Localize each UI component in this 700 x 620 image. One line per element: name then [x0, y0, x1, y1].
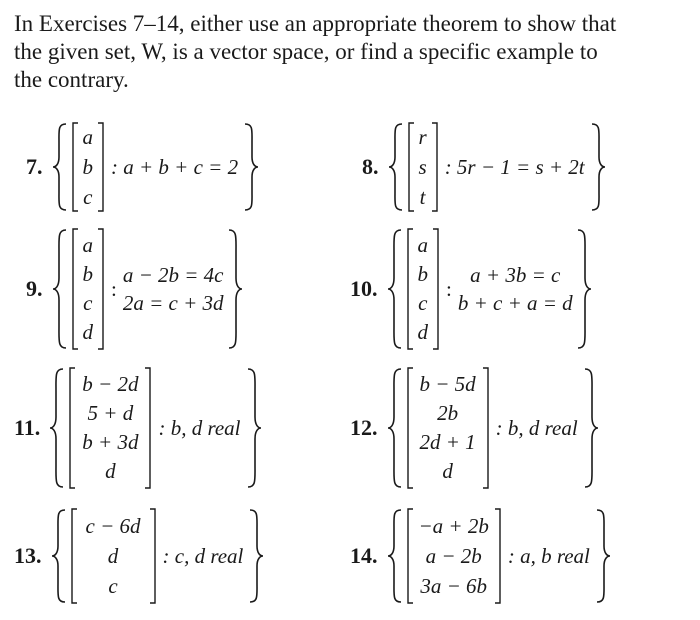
- vector-entry: b − 2d: [82, 372, 139, 396]
- vector-entry: c: [418, 291, 428, 315]
- exercise-number: 13.: [14, 543, 42, 568]
- left-bracket: [68, 367, 76, 489]
- exercise-9: [26, 228, 244, 350]
- vector-entry: d: [107, 543, 119, 568]
- exercise-10: [350, 228, 593, 350]
- vector-entry: d: [82, 320, 93, 344]
- left-bracket: [407, 122, 415, 212]
- left-bracket: [71, 228, 79, 350]
- left-bracket: [70, 508, 78, 604]
- instructions-line-1: In Exercises 7–14, either use an appropriate theorem to show that: [14, 11, 617, 36]
- vector-entry: a: [82, 124, 93, 149]
- right-bracket: [431, 122, 439, 212]
- left-bracket: [406, 508, 414, 604]
- exercise-number: 9.: [26, 276, 43, 301]
- vector-entry: r: [418, 124, 427, 149]
- exercise-12: [350, 367, 600, 489]
- column-vector: [406, 508, 502, 604]
- column-vector: [68, 367, 152, 489]
- vector-entry: 2d + 1: [419, 430, 476, 454]
- right-brace: [242, 122, 260, 212]
- condition-equation: a + 3b = c: [470, 263, 561, 287]
- vector-entry: b + 3d: [82, 430, 139, 454]
- left-brace: [386, 508, 404, 604]
- right-bracket: [97, 228, 105, 350]
- set-conditions: [458, 261, 573, 317]
- left-brace: [387, 122, 405, 212]
- right-brace: [245, 367, 263, 489]
- left-brace: [50, 508, 68, 604]
- vector-entry: c − 6d: [85, 513, 141, 538]
- condition-equation: a − 2b = 4c: [122, 263, 224, 287]
- right-brace: [247, 508, 265, 604]
- vector-entry: −a + 2b: [418, 513, 489, 538]
- left-brace: [51, 228, 69, 350]
- such-that-colon: :: [111, 276, 117, 301]
- left-bracket: [406, 367, 414, 489]
- left-brace: [51, 122, 69, 212]
- vector-entry: a: [82, 233, 93, 257]
- instructions-line-3: the contrary.: [14, 67, 129, 92]
- vector-entry: d: [442, 459, 453, 483]
- vector-entry: a: [417, 233, 428, 257]
- vector-entry: d: [105, 459, 116, 483]
- vector-entry: 3a − 6b: [420, 573, 487, 598]
- column-vector: [406, 367, 490, 489]
- right-brace: [594, 508, 612, 604]
- right-bracket: [494, 508, 502, 604]
- left-brace: [386, 228, 404, 350]
- exercise-14: [350, 508, 612, 604]
- vector-entry: t: [419, 184, 426, 209]
- vector-entry: c: [83, 184, 93, 209]
- right-brace: [582, 367, 600, 489]
- right-bracket: [97, 122, 105, 212]
- right-brace: [575, 228, 593, 350]
- column-vector: [71, 122, 106, 212]
- set-condition: : b, d real: [158, 415, 241, 440]
- vector-entry: 5 + d: [87, 401, 134, 425]
- set-condition: : b, d real: [495, 415, 578, 440]
- exercise-7: [26, 122, 260, 212]
- exercise-number: 14.: [350, 543, 378, 568]
- vector-entry: c: [83, 291, 93, 315]
- left-brace: [386, 367, 404, 489]
- vector-entry: b: [82, 262, 93, 286]
- vector-entry: c: [108, 573, 118, 598]
- vector-entry: 2b: [437, 401, 459, 425]
- column-vector: [407, 122, 439, 212]
- left-bracket: [406, 228, 414, 350]
- exercise-number: 10.: [350, 276, 378, 301]
- vector-entry: b: [417, 262, 428, 286]
- exercise-11: [14, 367, 263, 489]
- set-condition: : c, d real: [162, 543, 244, 568]
- left-bracket: [71, 122, 79, 212]
- condition-equation: 2a = c + 3d: [122, 291, 224, 315]
- right-brace: [589, 122, 607, 212]
- set-condition: : a, b real: [507, 543, 590, 568]
- right-bracket: [144, 367, 152, 489]
- column-vector: [406, 228, 441, 350]
- column-vector: [70, 508, 157, 604]
- right-brace: [226, 228, 244, 350]
- vector-entry: s: [418, 154, 427, 179]
- exercise-13: [14, 508, 265, 604]
- exercise-number: 7.: [26, 154, 43, 179]
- set-condition: : 5r − 1 = s + 2t: [444, 154, 585, 179]
- set-condition: : a + b + c = 2: [111, 154, 239, 179]
- right-bracket: [482, 367, 490, 489]
- left-brace: [48, 367, 66, 489]
- instructions: [14, 10, 686, 94]
- vector-entry: b: [82, 154, 93, 179]
- condition-equation: b + c + a = d: [457, 291, 573, 315]
- vector-entry: d: [417, 320, 428, 344]
- instructions-line-2: the given set, W, is a vector space, or find a specific example to: [14, 39, 598, 64]
- exercise-8: [362, 122, 607, 212]
- right-bracket: [149, 508, 157, 604]
- right-bracket: [432, 228, 440, 350]
- set-conditions: [123, 261, 224, 317]
- exercise-number: 12.: [350, 415, 378, 440]
- vector-entry: a − 2b: [425, 543, 482, 568]
- such-that-colon: :: [446, 276, 452, 301]
- exercise-number: 11.: [14, 415, 41, 440]
- vector-entry: b − 5d: [419, 372, 476, 396]
- column-vector: [71, 228, 106, 350]
- exercise-number: 8.: [362, 154, 379, 179]
